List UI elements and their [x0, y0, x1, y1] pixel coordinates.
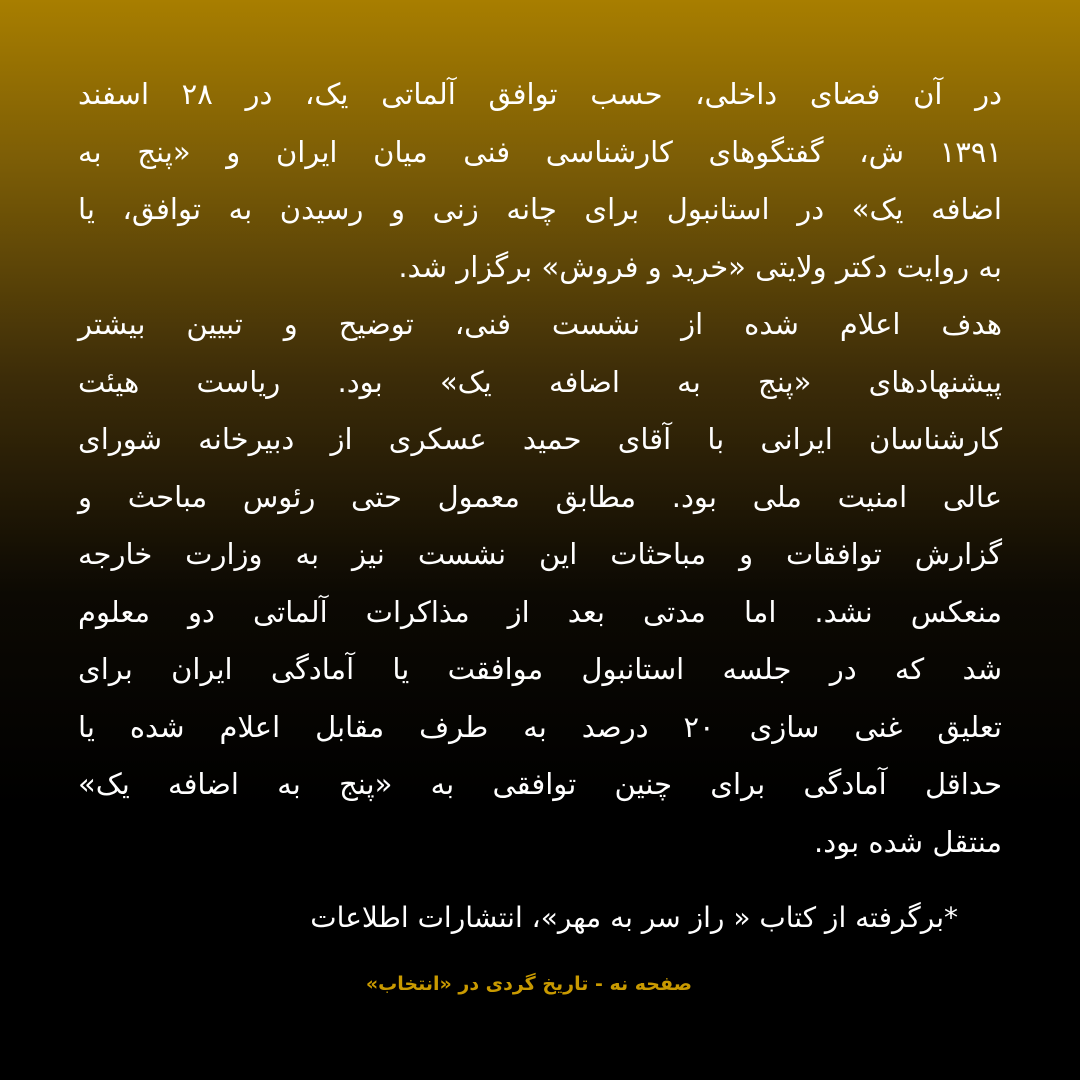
source-note: *برگرفته از کتاب « راز سر به مهر»، انتشارات اطلاعات [310, 901, 958, 934]
article-line: شد که در جلسه استانبول موافقت یا آمادگی ایران برای [78, 652, 1002, 686]
page-credit: صفحه نه - تاریخ گردی در «انتخاب» [365, 973, 692, 995]
article-line: پیشنهادهای «پنج به اضافه یک» بود. ریاست هیئت [78, 364, 1002, 399]
article-line: کارشناسان ایرانی با آقای حمید عسکری از دبیرخانه شورای [78, 422, 1002, 456]
article-line: گزارش توافقات و مباحثات این نشست نیز به وزارت خارجه [78, 537, 1002, 571]
article-line: منعکس نشد. اما مدتی بعد از مذاکرات آلماتی دو معلوم [78, 594, 1002, 629]
article-line: به روایت دکتر ولایتی «خرید و فروش» برگزار شد. [398, 249, 1002, 284]
article-line: حداقل آمادگی برای چنین توافقی به «پنج به اضافه یک» [78, 767, 1002, 801]
article-line: تعلیق غنی سازی ۲۰ درصد به طرف مقابل اعلام شده یا [78, 709, 1002, 744]
article-line: اضافه یک» در استانبول برای چانه زنی و رسیدن به توافق، یا [78, 192, 1002, 226]
article-line: ۱۳۹۱ ش، گفتگوهای کارشناسی فنی میان ایران و «پنج به [78, 134, 1002, 169]
article-line: منتقل شده بود. [813, 824, 1002, 859]
article-line: عالی امنیت ملی بود. مطابق معمول حتی رئوس مباحث و [78, 479, 1002, 514]
article-body [78, 66, 1002, 871]
article-line: هدف اعلام شده از نشست فنی، توضیح و تبیین بیشتر [78, 307, 1002, 341]
article-line: در آن فضای داخلی، حسب توافق آلماتی یک، در ۲۸ اسفند [78, 77, 1002, 111]
